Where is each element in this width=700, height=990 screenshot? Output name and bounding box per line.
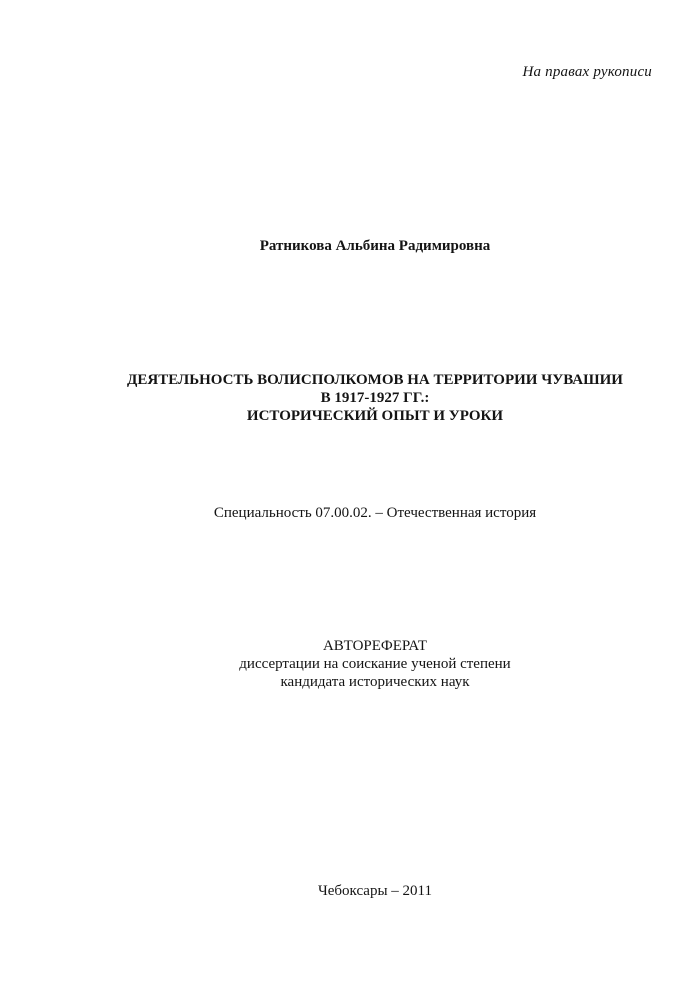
abstract-block	[0, 637, 700, 691]
abstract-line-2: кандидата исторических наук	[280, 674, 470, 690]
title-line-3: ИСТОРИЧЕСКИЙ ОПЫТ И УРОКИ	[246, 408, 504, 424]
specialty-line: Специальность 07.00.02. – Отечественная история	[213, 505, 537, 521]
title-line-1: ДЕЯТЕЛЬНОСТЬ ВОЛИСПОЛКОМОВ НА ТЕРРИТОРИИ ЧУВАШИИ	[127, 372, 623, 388]
author-name: Ратникова Альбина Радимировна	[259, 238, 491, 254]
abstract-heading: АВТОРЕФЕРАТ	[322, 638, 428, 654]
title-line-2: В 1917-1927 ГГ.:	[320, 390, 430, 406]
abstract-line-1: диссертации на соискание ученой степени	[239, 656, 511, 672]
dissertation-title	[0, 371, 700, 425]
city-year: Чебоксары – 2011	[318, 883, 432, 899]
rights-note: На правах рукописи	[522, 64, 652, 80]
